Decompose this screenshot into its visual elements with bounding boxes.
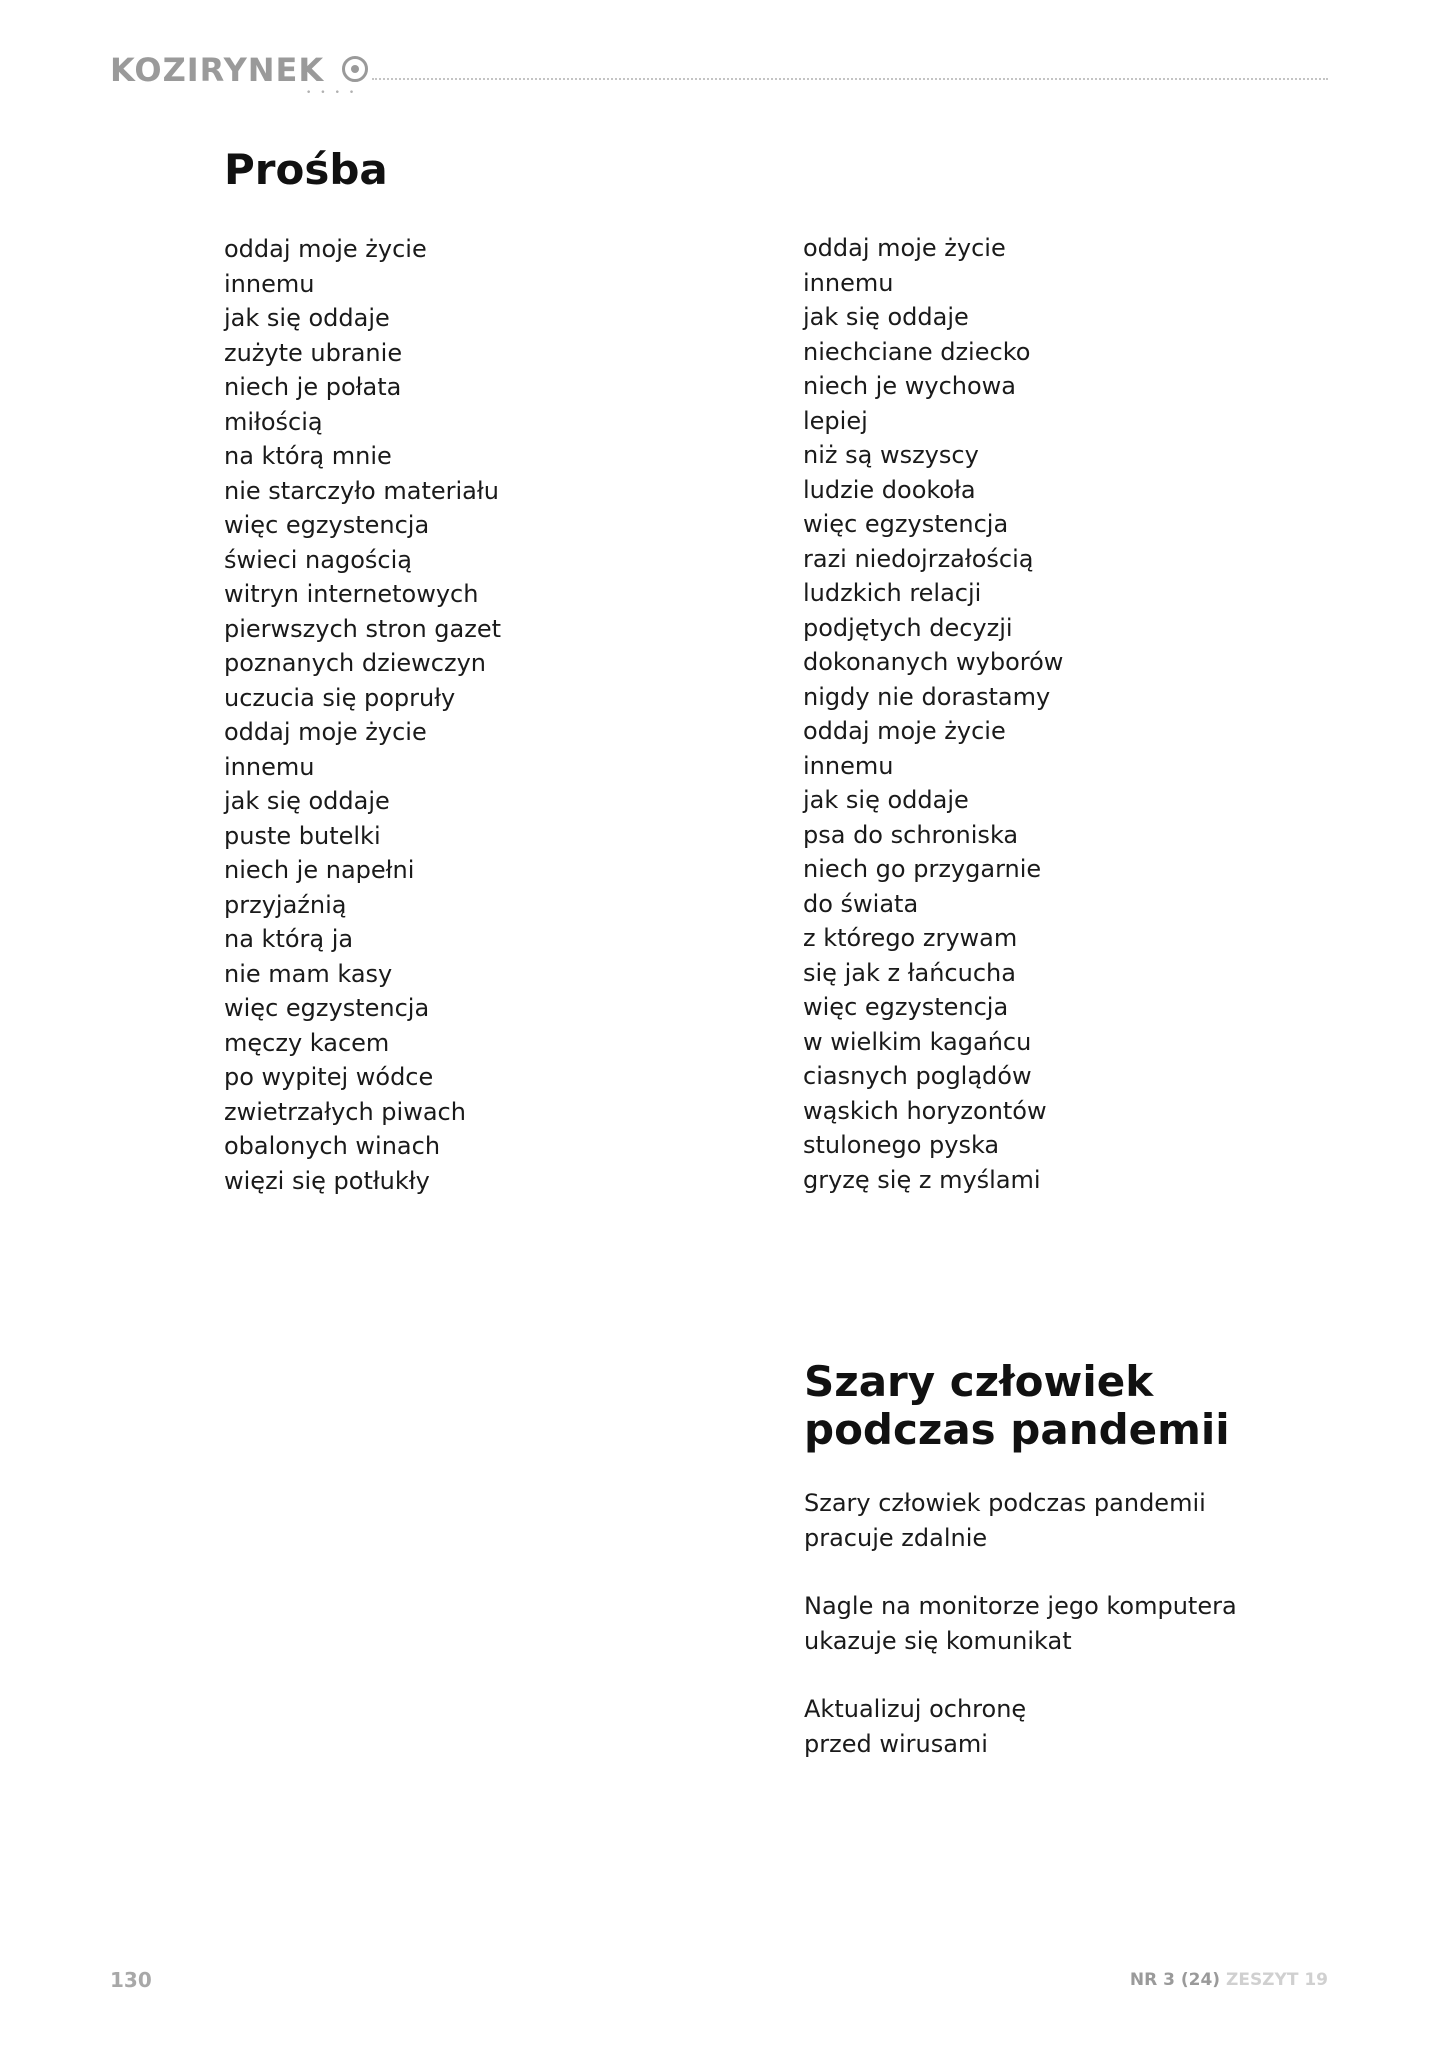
poem-line: obalonych winach bbox=[224, 1132, 441, 1160]
poem-line: ciasnych poglądów bbox=[803, 1062, 1032, 1090]
poem-title-line: podczas pandemii bbox=[804, 1405, 1230, 1454]
poem-line: świeci nagością bbox=[224, 545, 412, 574]
poem-line: oddaj moje życie bbox=[224, 718, 427, 746]
poem-line: nie mam kasy bbox=[224, 959, 393, 988]
poem-line: ludzkich relacji bbox=[803, 579, 982, 607]
poem-line: zużyte ubranie bbox=[224, 338, 403, 367]
poem-line: więc egzystencja bbox=[224, 511, 430, 539]
poem-title-line: Szary człowiek bbox=[804, 1357, 1154, 1406]
poem-line: oddaj moje życie bbox=[224, 235, 427, 263]
poem-line: jak się oddaje bbox=[803, 786, 969, 814]
poem-line: niech go przygarnie bbox=[803, 855, 1042, 883]
poem-line: lepiej bbox=[803, 406, 868, 435]
poem-line: na którą mnie bbox=[224, 442, 392, 470]
poem-line: innemu bbox=[224, 269, 315, 298]
poem-stanzas bbox=[804, 1486, 1364, 1795]
poem-line: dokonanych wyborów bbox=[803, 648, 1064, 676]
poem-line: do świata bbox=[803, 889, 919, 918]
poem-line: jak się oddaje bbox=[224, 787, 390, 815]
poem-line: witryn internetowych bbox=[224, 580, 479, 608]
stanza bbox=[804, 1589, 1364, 1658]
poem-line: przed wirusami bbox=[804, 1729, 988, 1758]
poem-line: Nagle na monitorze jego komputera bbox=[804, 1592, 1237, 1620]
poem-title-szary-czlowiek bbox=[804, 1358, 1364, 1454]
poem-line: niż są wszyscy bbox=[803, 441, 979, 469]
poem-line: puste butelki bbox=[224, 821, 381, 850]
logo-emblem-icon bbox=[342, 56, 368, 82]
poem-left-column bbox=[224, 232, 744, 1198]
poem-line: więc egzystencja bbox=[224, 994, 430, 1022]
poem-line: razi niedojrzałością bbox=[803, 544, 1034, 573]
poem-line: podjętych decyzji bbox=[803, 613, 1013, 642]
poem-right-column bbox=[803, 231, 1323, 1197]
poem-line: nigdy nie dorastamy bbox=[803, 682, 1051, 711]
poem-line: jak się oddaje bbox=[803, 303, 969, 331]
poem-line: więc egzystencja bbox=[803, 993, 1009, 1021]
poem-line: niechciane dziecko bbox=[803, 337, 1031, 366]
poem-line: się jak z łańcucha bbox=[803, 958, 1016, 987]
poem-line: niech je napełni bbox=[224, 856, 415, 884]
poem-line: męczy kacem bbox=[224, 1028, 390, 1057]
magazine-logo: KOZIRYNEK bbox=[110, 51, 325, 89]
poem-line: na którą ja bbox=[224, 925, 354, 953]
stanza bbox=[804, 1486, 1364, 1555]
poem-line: gryzę się z myślami bbox=[803, 1165, 1041, 1194]
poem-line: oddaj moje życie bbox=[803, 234, 1006, 262]
poem-line: Aktualizuj ochronę bbox=[804, 1695, 1027, 1723]
poem-line: Szary człowiek podczas pandemii bbox=[804, 1489, 1206, 1517]
poem-line: ludzie dookoła bbox=[803, 475, 976, 504]
poem-line: nie starczyło materiału bbox=[224, 476, 499, 505]
issue-number: NR 3 (24) bbox=[1129, 1970, 1221, 1990]
poem-line: z którego zrywam bbox=[803, 924, 1018, 952]
poem-line: oddaj moje życie bbox=[803, 717, 1006, 745]
poem-line: innemu bbox=[803, 751, 894, 780]
poem-line: więc egzystencja bbox=[803, 510, 1009, 538]
stanza bbox=[804, 1692, 1364, 1761]
poem-line: po wypitej wódce bbox=[224, 1063, 434, 1091]
poem-line: zwietrzałych piwach bbox=[224, 1097, 466, 1126]
poem-line: wąskich horyzontów bbox=[803, 1096, 1047, 1125]
poem-line: poznanych dziewczyn bbox=[224, 649, 486, 677]
header-dotted-rule bbox=[372, 78, 1328, 80]
poem-line: uczucia się popruły bbox=[224, 683, 456, 712]
logo-subline: •••• bbox=[306, 88, 364, 98]
zeszyt-number: ZESZYT 19 bbox=[1226, 1970, 1328, 1990]
footer-issue-info bbox=[1130, 1970, 1328, 1990]
poem-line: innemu bbox=[224, 752, 315, 781]
poem-title-prosba: Prośba bbox=[224, 145, 388, 194]
poem-line: psa do schroniska bbox=[803, 820, 1019, 849]
poem-line: pierwszych stron gazet bbox=[224, 614, 501, 643]
page-number: 130 bbox=[110, 1968, 152, 1992]
poem-line: w wielkim kagańcu bbox=[803, 1027, 1032, 1056]
poem-line: przyjaźnią bbox=[224, 890, 347, 919]
poem-line: niech je wychowa bbox=[803, 372, 1016, 400]
poem-line: pracuje zdalnie bbox=[804, 1523, 988, 1552]
poem-line: ukazuje się komunikat bbox=[804, 1626, 1072, 1655]
poem-line: innemu bbox=[803, 268, 894, 297]
poem-line: jak się oddaje bbox=[224, 304, 390, 332]
poem-line: stulonego pyska bbox=[803, 1131, 1000, 1159]
page-header bbox=[110, 48, 1328, 98]
poem-line: więzi się potłukły bbox=[224, 1166, 430, 1195]
poem-line: miłością bbox=[224, 407, 323, 436]
poem-line: niech je połata bbox=[224, 373, 402, 401]
